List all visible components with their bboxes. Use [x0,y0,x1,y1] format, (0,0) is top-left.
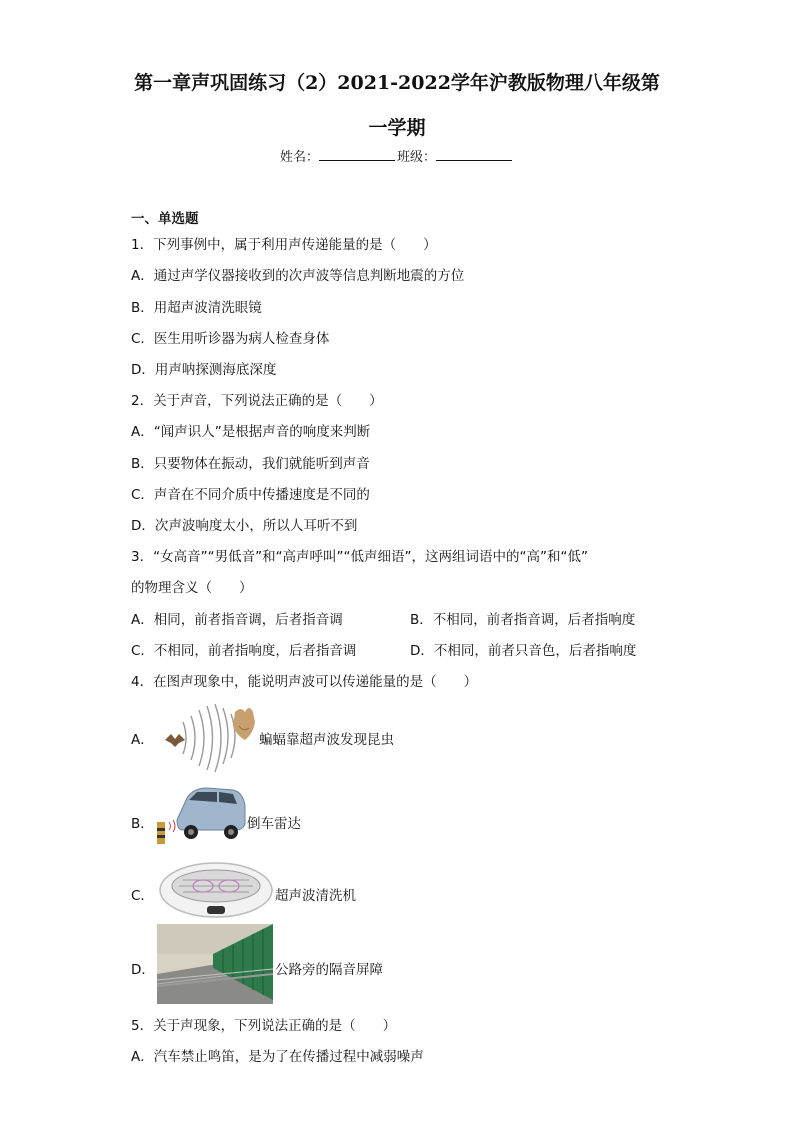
q1-option-c: C．医生用听诊器为病人检查身体 [131,331,330,347]
q3-stem-line1: 3．“女高音”“男低音”和“高声呼叫”“低声细语”，这两组词语中的“高”和“低” [131,549,589,565]
q4-option-a-label: A． [131,732,154,748]
q5-option-a: A．汽车禁止鸣笛，是为了在传播过程中减弱噪声 [131,1049,424,1065]
q4-option-a [131,700,461,775]
q4-option-c [131,860,461,922]
q1-option-b: B．用超声波清洗眼镜 [131,300,262,316]
name-blank[interactable] [319,148,395,161]
q4-option-c-caption: 超声波清洗机 [275,888,356,904]
q4-option-d-label: D． [131,962,155,978]
q3-option-d: D．不相同，前者只音色，后者指响度 [410,643,637,659]
q4-stem: 4．在图声现象中，能说明声波可以传递能量的是（ ） [131,674,478,690]
student-info-bar [0,146,794,165]
class-label: 班级： [397,150,437,165]
q2-option-b: B．只要物体在振动，我们就能听到声音 [131,456,370,472]
class-blank[interactable] [436,148,512,161]
q4-option-d [131,924,461,1006]
q1-stem: 1．下列事例中，属于利用声传递能量的是（ ） [131,237,437,253]
q2-option-a: A．“闻声识人”是根据声音的响度来判断 [131,424,371,440]
q4-option-a-caption: 蝙蝠靠超声波发现昆虫 [259,732,394,748]
q4-option-b-label: B． [131,816,154,832]
ultrasonic-cleaner-illustration [157,860,275,920]
q3-option-c: C．不相同，前者指响度，后者指音调 [131,643,357,659]
q1-option-a: A．通过声学仪器接收到的次声波等信息判断地震的方位 [131,268,465,284]
q4-option-d-caption: 公路旁的隔音屏障 [275,962,383,978]
q2-option-d: D．次声波响度太小，所以人耳听不到 [131,518,358,534]
q4-option-b-caption: 倒车雷达 [247,816,301,832]
noise-barrier-illustration [157,924,273,1004]
q3-option-b: B．不相同，前者指音调，后者指响度 [410,612,636,628]
section-heading: 一、单选题 [131,211,199,227]
page-title-line2: 一学期 [368,117,426,139]
q5-stem: 5．关于声现象，下列说法正确的是（ ） [131,1018,397,1034]
q3-option-a: A．相同，前者指音调，后者指音调 [131,612,343,628]
q2-stem: 2．关于声音，下列说法正确的是（ ） [131,393,383,409]
q4-option-c-label: C． [131,888,154,904]
name-label: 姓名： [279,150,319,165]
bat-sonar-illustration [159,700,261,774]
q4-option-b [131,782,461,852]
page-title-line1: 第一章声巩固练习（2）2021-2022学年沪教版物理八年级第 [134,72,660,94]
q2-option-c: C．声音在不同介质中传播速度是不同的 [131,487,370,503]
q3-stem-line2: 的物理含义（ ） [131,580,253,596]
reversing-radar-illustration [153,782,247,850]
q1-option-d: D．用声呐探测海底深度 [131,362,277,378]
